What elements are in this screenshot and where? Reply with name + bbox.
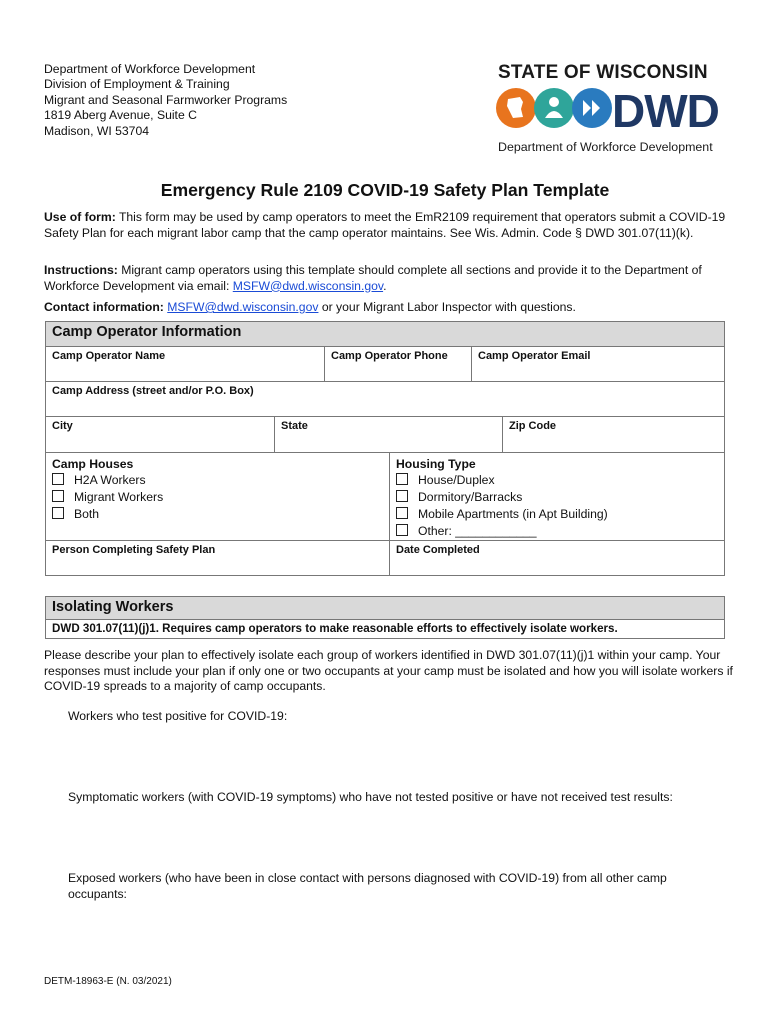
person-completing-field[interactable] [45, 540, 390, 576]
housing-type-option[interactable] [396, 489, 718, 506]
instructions-email-link[interactable]: MSFW@dwd.wisconsin.gov [232, 278, 384, 293]
option-label: House/Duplex [418, 473, 495, 487]
zip-code-field[interactable] [502, 416, 725, 453]
logo-state-text: STATE OF WISCONSIN [498, 62, 708, 83]
city-field[interactable] [45, 416, 275, 453]
question-positive-workers: Workers who test positive for COVID-19: [68, 709, 288, 723]
checkbox-mobile-apartments[interactable] [396, 507, 408, 519]
instructions [44, 263, 734, 294]
housing-type-title: Housing Type [396, 457, 476, 471]
contact-text: or your Migrant Labor Inspector with questions. [318, 300, 576, 314]
camp-address-field[interactable] [45, 381, 725, 417]
checkbox-migrant[interactable] [52, 490, 64, 502]
agency-line: Division of Employment & Training [44, 77, 230, 92]
contact-email-link[interactable]: MSFW@dwd.wisconsin.gov [167, 300, 319, 314]
logo-dept-text: Department of Workforce Development [498, 140, 713, 154]
use-of-form-text: This form may be used by camp operators to meet the EmR2109 requirement that operators submit a COVID-19 Safety Plan for each migrant labor camp that the camp operator maintains. See Wis. Admin. Code § DWD 301.07(11)(k). [44, 210, 726, 240]
camp-houses-option[interactable] [52, 472, 383, 489]
option-label: Other: ____________ [418, 524, 537, 538]
isolating-rule [45, 619, 725, 639]
contact-label: Contact information: [44, 300, 164, 314]
agency-line: Department of Workforce Development [44, 62, 256, 76]
camp-houses-option[interactable] [52, 489, 383, 506]
checkbox-house-duplex[interactable] [396, 473, 408, 485]
isolating-workers-heading: Isolating Workers [45, 596, 725, 620]
housing-type-option[interactable] [396, 523, 718, 540]
camp-operator-phone-label: Camp Operator Phone [331, 350, 448, 362]
option-label: H2A Workers [74, 473, 146, 487]
instructions-text: Migrant camp operators using this template should complete all sections and provide it to the Department of Workforce Development via email: [44, 263, 702, 293]
instructions-end: . [383, 278, 387, 293]
date-completed-field[interactable] [389, 540, 725, 576]
contact-info [44, 300, 734, 316]
checkbox-h2a[interactable] [52, 473, 64, 485]
agency-line: Madison, WI 53704 [44, 123, 150, 138]
instructions-label: Instructions: [44, 263, 118, 277]
camp-operator-name-label: Camp Operator Name [52, 350, 166, 362]
logo-circles [496, 88, 616, 132]
camp-houses-title: Camp Houses [52, 457, 134, 471]
forward-arrows-icon [572, 88, 612, 128]
state-field[interactable] [274, 416, 503, 453]
option-label: Migrant Workers [74, 490, 164, 504]
form-number: DETM-18963-E (N. 03/2021) [44, 976, 172, 987]
option-label: Mobile Apartments (in Apt Building) [418, 507, 608, 521]
checkbox-other[interactable] [396, 524, 408, 536]
use-of-form [44, 210, 734, 241]
isolating-description: Please describe your plan to effectively isolate each group of workers identified in DWD 301.07(11)(j)1 within your camp. Your responses must include your plan if only one or two occupants at your camp must be isolated and how you will isolate workers if COVID-19 spreads to a majority of camp occupants. [44, 648, 733, 694]
question-symptomatic-workers: Symptomatic workers (with COVID-19 symptoms) who have not tested positive or have not received test results: [68, 790, 673, 804]
dwd-logo [496, 62, 728, 158]
state-label: State [281, 420, 308, 432]
agency-line: Migrant and Seasonal Farmworker Programs [44, 92, 288, 107]
camp-operator-email-label: Camp Operator Email [478, 350, 591, 362]
zip-code-label: Zip Code [509, 420, 557, 432]
housing-type-option[interactable] [396, 506, 718, 523]
city-label: City [52, 420, 73, 432]
isolating-rule-text: DWD 301.07(11)(j)1. Requires camp operators to make reasonable efforts to effectively isolate workers. [52, 622, 618, 635]
camp-operator-name-field[interactable] [45, 346, 325, 382]
option-label: Both [74, 507, 100, 521]
agency-line: 1819 Aberg Avenue, Suite C [44, 108, 197, 123]
page-title: Emergency Rule 2109 COVID-19 Safety Plan Template [160, 180, 610, 200]
housing-type-group [389, 452, 725, 541]
checkbox-dormitory[interactable] [396, 490, 408, 502]
camp-operator-phone-field[interactable] [324, 346, 472, 382]
logo-dwd-text: DWD [612, 85, 719, 137]
date-completed-label: Date Completed [396, 544, 480, 556]
camp-operator-heading: Camp Operator Information [45, 321, 725, 347]
option-label: Dormitory/Barracks [418, 490, 523, 504]
camp-houses-group [45, 452, 390, 541]
person-completing-label: Person Completing Safety Plan [52, 544, 216, 556]
use-of-form-label: Use of form: [44, 210, 116, 224]
camp-operator-email-field[interactable] [471, 346, 725, 382]
agency-address [44, 62, 287, 139]
camp-address-label: Camp Address (street and/or P.O. Box) [52, 385, 254, 397]
checkbox-both[interactable] [52, 507, 64, 519]
wisconsin-map-icon [496, 88, 536, 128]
camp-houses-option[interactable] [52, 506, 383, 523]
question-exposed-workers: Exposed workers (who have been in close contact with persons diagnosed with COVID-19) from all other camp occupants: [68, 871, 667, 901]
person-icon [534, 88, 574, 128]
housing-type-option[interactable] [396, 472, 718, 489]
